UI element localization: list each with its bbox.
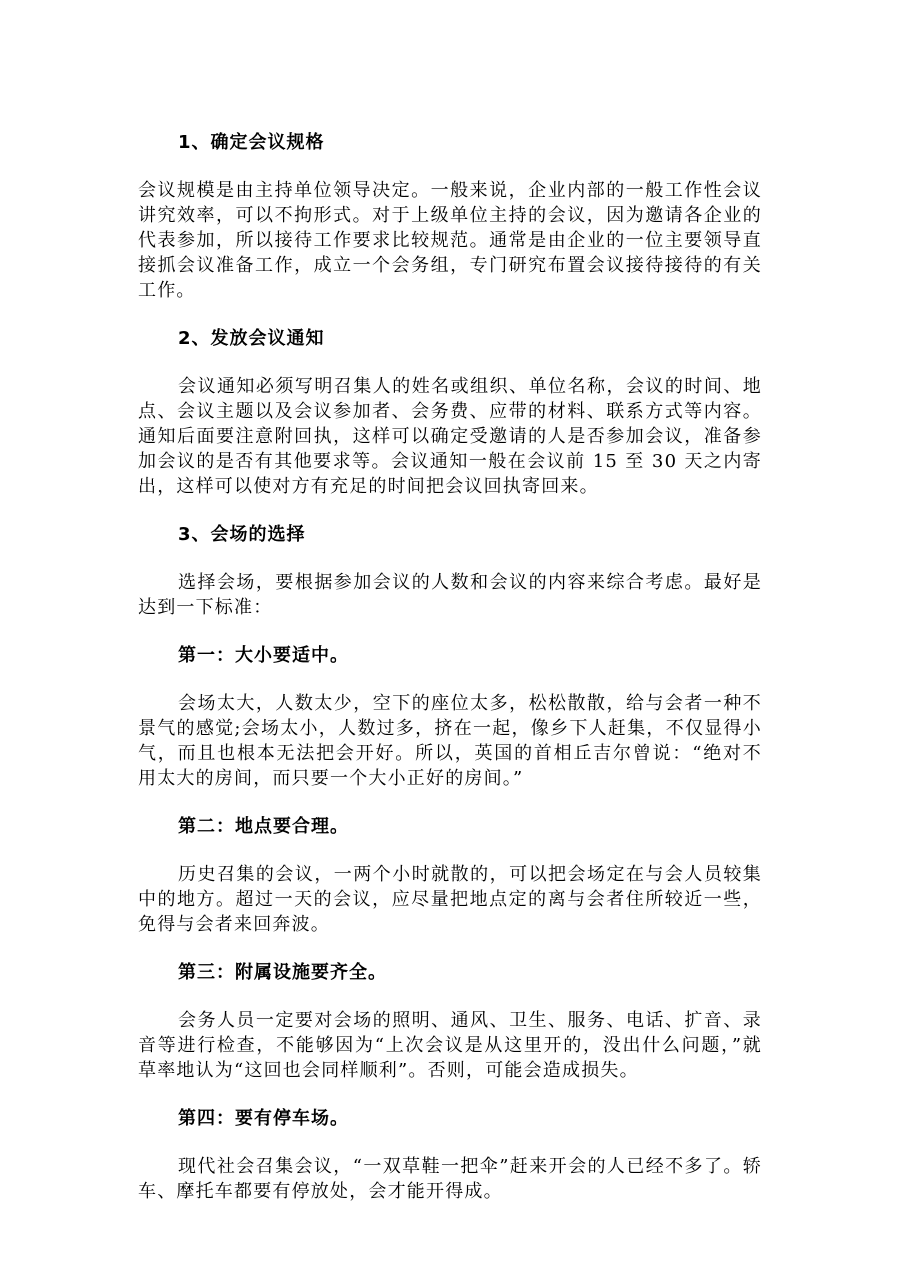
- subsection-heading-1: 第一：大小要适中。: [178, 645, 349, 666]
- section-heading-1: 1、确定会议规格: [178, 132, 325, 153]
- subsection-heading-3: 第三：附属设施要齐全。: [178, 962, 387, 983]
- section-paragraph-1: 会议规模是由主持单位领导决定。一般来说，企业内部的一般工作性会议讲究效率，可以不拘形式。对于上级单位主持的会议，因为邀请各企业的代表参加，所以接待工作要求比较规范。通常是由企业的一位主要领导直接抓会议准备工作，成立一个会务组，专门研究布置会议接待接待的有关工作。: [138, 180, 762, 301]
- subsection-paragraph-4: 现代社会召集会议，“一双草鞋一把伞”赶来开会的人已经不多了。轿车、摩托车都要有停放处，会才能开得成。: [138, 1156, 762, 1202]
- section-heading-3: 3、会场的选择: [178, 524, 306, 545]
- subsection-heading-4: 第四：要有停车场。: [178, 1108, 349, 1129]
- section-paragraph-2: 会议通知必须写明召集人的姓名或组织、单位名称，会议的时间、地点、会议主题以及会议参加者、会务费、应带的材料、联系方式等内容。通知后面要注意附回执，这样可以确定受邀请的人是否参加会议，准备参加会议的是否有其他要求等。会议通知一般在会议前 15 至 30 天之内寄出，这样可以使对方有充足的时间把会议回执寄回来。: [138, 376, 762, 497]
- section-heading-2: 2、发放会议通知: [178, 328, 325, 349]
- document-body: [138, 130, 762, 1227]
- subsection-paragraph-2: 历史召集的会议，一两个小时就散的，可以把会场定在与会人员较集中的地方。超过一天的会议，应尽量把地点定的离与会者住所较近一些，免得与会者来回奔波。: [138, 864, 762, 935]
- subsection-paragraph-3: 会务人员一定要对会场的照明、通风、卫生、服务、电话、扩音、录音等进行检查，不能够因为“上次会议是从这里开的，没出什么问题，”就草率地认为“这回也会同样顺利”。否则，可能会造成损失。: [138, 1010, 762, 1081]
- subsection-heading-2: 第二：地点要合理。: [178, 816, 349, 837]
- section-paragraph-3: 选择会场，要根据参加会议的人数和会议的内容来综合考虑。最好是达到一下标准：: [138, 572, 762, 618]
- subsection-paragraph-1: 会场太大，人数太少，空下的座位太多，松松散散，给与会者一种不景气的感觉;会场太小，人数过多，挤在一起，像乡下人赶集，不仅显得小气，而且也根本无法把会开好。所以，英国的首相丘吉尔曾说：“绝对不用太大的房间，而只要一个大小正好的房间。”: [138, 693, 762, 789]
